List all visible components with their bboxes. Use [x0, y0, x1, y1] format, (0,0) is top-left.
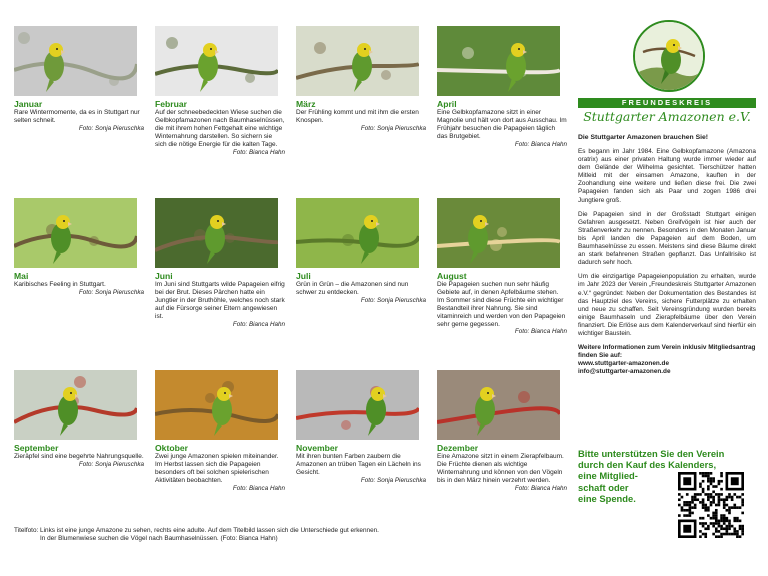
photo-credit: Foto: Bianca Hahn	[232, 148, 285, 156]
month-name: Juni	[155, 271, 173, 281]
sidebar-info	[578, 344, 756, 376]
cta-line: eine Mitglied-	[578, 470, 638, 482]
logo-band-text: FREUNDESKREIS	[578, 98, 756, 108]
month-name: Mai	[14, 271, 29, 281]
month-description: Rare Wintermomente, da es in Stuttgart nur selten schneit.	[14, 109, 140, 124]
photo-credit: Foto: Sonja Pieruschka	[360, 296, 426, 304]
parrot-photo-november	[296, 370, 419, 440]
month-name: März	[296, 99, 316, 109]
month-card-oktober	[155, 370, 285, 493]
month-description: Eine Gelbkopfamazone sitzt in einer Magnolie und hält von dort aus Ausschau. Im Frühjahr besuchen die Papageien täglich das Brutgebiet.	[437, 109, 567, 140]
month-card-august	[437, 198, 567, 336]
month-name: Oktober	[155, 443, 188, 453]
month-card-juni	[155, 198, 285, 329]
sidebar-paragraph-1: Es begann im Jahr 1984. Eine Gelbkopfamazone (Amazona oratrix) aus einer privaten Haltung wurde immer wieder auf dem Gelände der Wilhelma gesichtet. Tierschützer hatten Mitleid mit der einsamen Amazone, kauften in der Zoohandlung eine weitere und ließen diese frei. Die zwei Papageien fanden sich als Paar und zogen 1986 drei Jungtiere groß.	[578, 148, 756, 204]
month-description: Karibisches Feeling in Stuttgart.	[14, 281, 106, 288]
sidebar-heading: Die Stuttgarter Amazonen brauchen Sie!	[578, 134, 709, 141]
parrot-logo-icon	[633, 20, 705, 92]
month-description: Grün in Grün – die Amazonen sind nun schwer zu entdecken.	[296, 281, 409, 296]
month-card-september	[14, 370, 144, 469]
sidebar-paragraph-3: Um die einzigartige Papageienpopulation zu erhalten, wurde im Jahr 2023 der Verein „Freundeskreis Stuttgarter Amazonen e.V.“ gegründet: Neben der Dokumentation des Bestandes ist das Hauptziel des Vereins, sichere Futterplätze zu erhalten und neue zu schaffen. Seit Vereinsgründung wurden bereits einige Baumhaseln und Zierapfelbäume über den Verein finanziert. Die Erlöse aus dem Kalenderverkauf sind hierfür ein wichtiger Baustein.	[578, 273, 756, 337]
month-description: Mit ihren bunten Farben zaubern die Amazonen an trüben Tagen ein Lächeln ins Gesicht.	[296, 453, 421, 476]
website-link[interactable]: www.stuttgarter-amazonen.de	[578, 360, 670, 368]
photo-credit: Foto: Bianca Hahn	[514, 328, 567, 336]
month-description: Zwei junge Amazonen spielen miteinander. Im Herbst lassen sich die Papageien besonders oft bei solchen spielerischen Aktivitäten beobachten.	[155, 453, 279, 484]
month-description: Eine Amazone sitzt in einem Zierapfelbaum. Die Früchte dienen als wichtige Winternahrung und können von den Vögeln bis in den März hinein verzehrt werden.	[437, 453, 564, 484]
month-name: November	[296, 443, 339, 453]
photo-credit: Foto: Sonja Pieruschka	[78, 460, 144, 468]
cta-line: Bitte unterstützen Sie den Verein	[578, 448, 725, 459]
month-card-dezember	[437, 370, 567, 493]
sidebar	[578, 20, 756, 376]
month-name: Dezember	[437, 443, 479, 453]
footer-line-1: Titelfoto: Links ist eine junge Amazone zu sehen, rechts eine adulte. Auf dem Titelbild lassen sich die Unterschiede gut erkennen.	[14, 527, 379, 534]
info-text: Weitere Informationen zum Verein inklusiv Mitgliedsantrag finden Sie auf:	[578, 344, 756, 360]
logo-script-text: Stuttgarter Amazonen e.V.	[583, 109, 751, 124]
month-card-april	[437, 26, 567, 149]
photo-credit: Foto: Bianca Hahn	[232, 484, 285, 492]
cta-line: eine Spende.	[578, 492, 636, 504]
photo-credit: Foto: Bianca Hahn	[514, 484, 567, 492]
email-link[interactable]: info@stuttgarter-amazonen.de	[578, 368, 671, 376]
parrot-photo-juni	[155, 198, 278, 268]
photo-credit: Foto: Bianca Hahn	[514, 140, 567, 148]
parrot-photo-januar	[14, 26, 137, 96]
month-description: Zieräpfel sind eine begehrte Nahrungsquelle.	[14, 453, 144, 460]
photo-credit: Foto: Sonja Pieruschka	[78, 124, 144, 132]
photo-credit: Foto: Sonja Pieruschka	[360, 124, 426, 132]
month-name: August	[437, 271, 467, 281]
photo-credit: Foto: Sonja Pieruschka	[360, 476, 426, 484]
photo-credit: Foto: Sonja Pieruschka	[78, 288, 144, 296]
month-card-mai	[14, 198, 144, 297]
footer-line-2: In der Blumenwiese suchen die Vögel nach Baumhaselnüssen. (Foto: Bianca Hahn)	[40, 535, 278, 543]
cta-line: durch den Kauf des Kalenders,	[578, 459, 717, 471]
parrot-photo-oktober	[155, 370, 278, 440]
month-card-juli	[296, 198, 426, 305]
parrot-photo-dezember	[437, 370, 560, 440]
parrot-photo-mai	[14, 198, 137, 268]
footer-caption	[14, 527, 534, 544]
parrot-photo-juli	[296, 198, 419, 268]
parrot-photo-august	[437, 198, 560, 268]
parrot-photo-april	[437, 26, 560, 96]
month-card-januar	[14, 26, 144, 133]
month-name: Januar	[14, 99, 43, 109]
parrot-photo-september	[14, 370, 137, 440]
month-description: Die Papageien suchen nun sehr häufig Gebiete auf, in denen Apfelbäume stehen. Im Sommer sind diese Früchte ein wichtiger Bestandteil ihrer Nahrung. Sie sind vitaminreich und werden von den Papageien sehr gerne gegessen.	[437, 281, 566, 328]
month-name: September	[14, 443, 59, 453]
month-description: Im Juni sind Stuttgarts wilde Papageien eifrig bei der Brut. Dieses Pärchen hatte ein Jungtier in der Bruthöhle, welches noch stark auf die Fürsorge seiner Eltern angewiesen ist.	[155, 281, 285, 320]
sidebar-paragraph-2: Die Papageien sind in der Großstadt Stuttgart einigen Gefahren ausgesetzt. Neben Greifvögeln ist hier auch der Straßenverkehr zu nennen. Besonders in den Monaten Januar bis April landen die Papageien auf dem Boden, um Baumhaselnüsse zu essen. Meistens sind diese Bäume direkt an stark befahrenen Straßen gepflanzt. Das Unfallrisiko ist dadurch sehr hoch.	[578, 210, 756, 267]
month-description: Der Frühling kommt und mit ihm die ersten Knospen.	[296, 109, 419, 124]
photo-credit: Foto: Bianca Hahn	[232, 320, 285, 328]
month-description: Auf der schneebedeckten Wiese suchen die Gelbkopfamazonen nach Baumhaselnüssen, die mit ihrem hohen Fettgehalt eine wichtige Winternahrung darstellen. So sichern sie sich die nötige Energie für die kalten Tage.	[155, 109, 285, 148]
club-logo	[578, 20, 756, 130]
month-card-februar	[155, 26, 285, 157]
month-card-maerz	[296, 26, 426, 133]
support-call-to-action	[578, 448, 725, 504]
cta-line: schaft oder	[578, 481, 629, 493]
month-name: Juli	[296, 271, 311, 281]
parrot-photo-februar	[155, 26, 278, 96]
month-name: April	[437, 99, 457, 109]
month-card-november	[296, 370, 426, 485]
qr-code-icon[interactable]	[678, 472, 744, 538]
month-name: Februar	[155, 99, 187, 109]
parrot-photo-maerz	[296, 26, 419, 96]
